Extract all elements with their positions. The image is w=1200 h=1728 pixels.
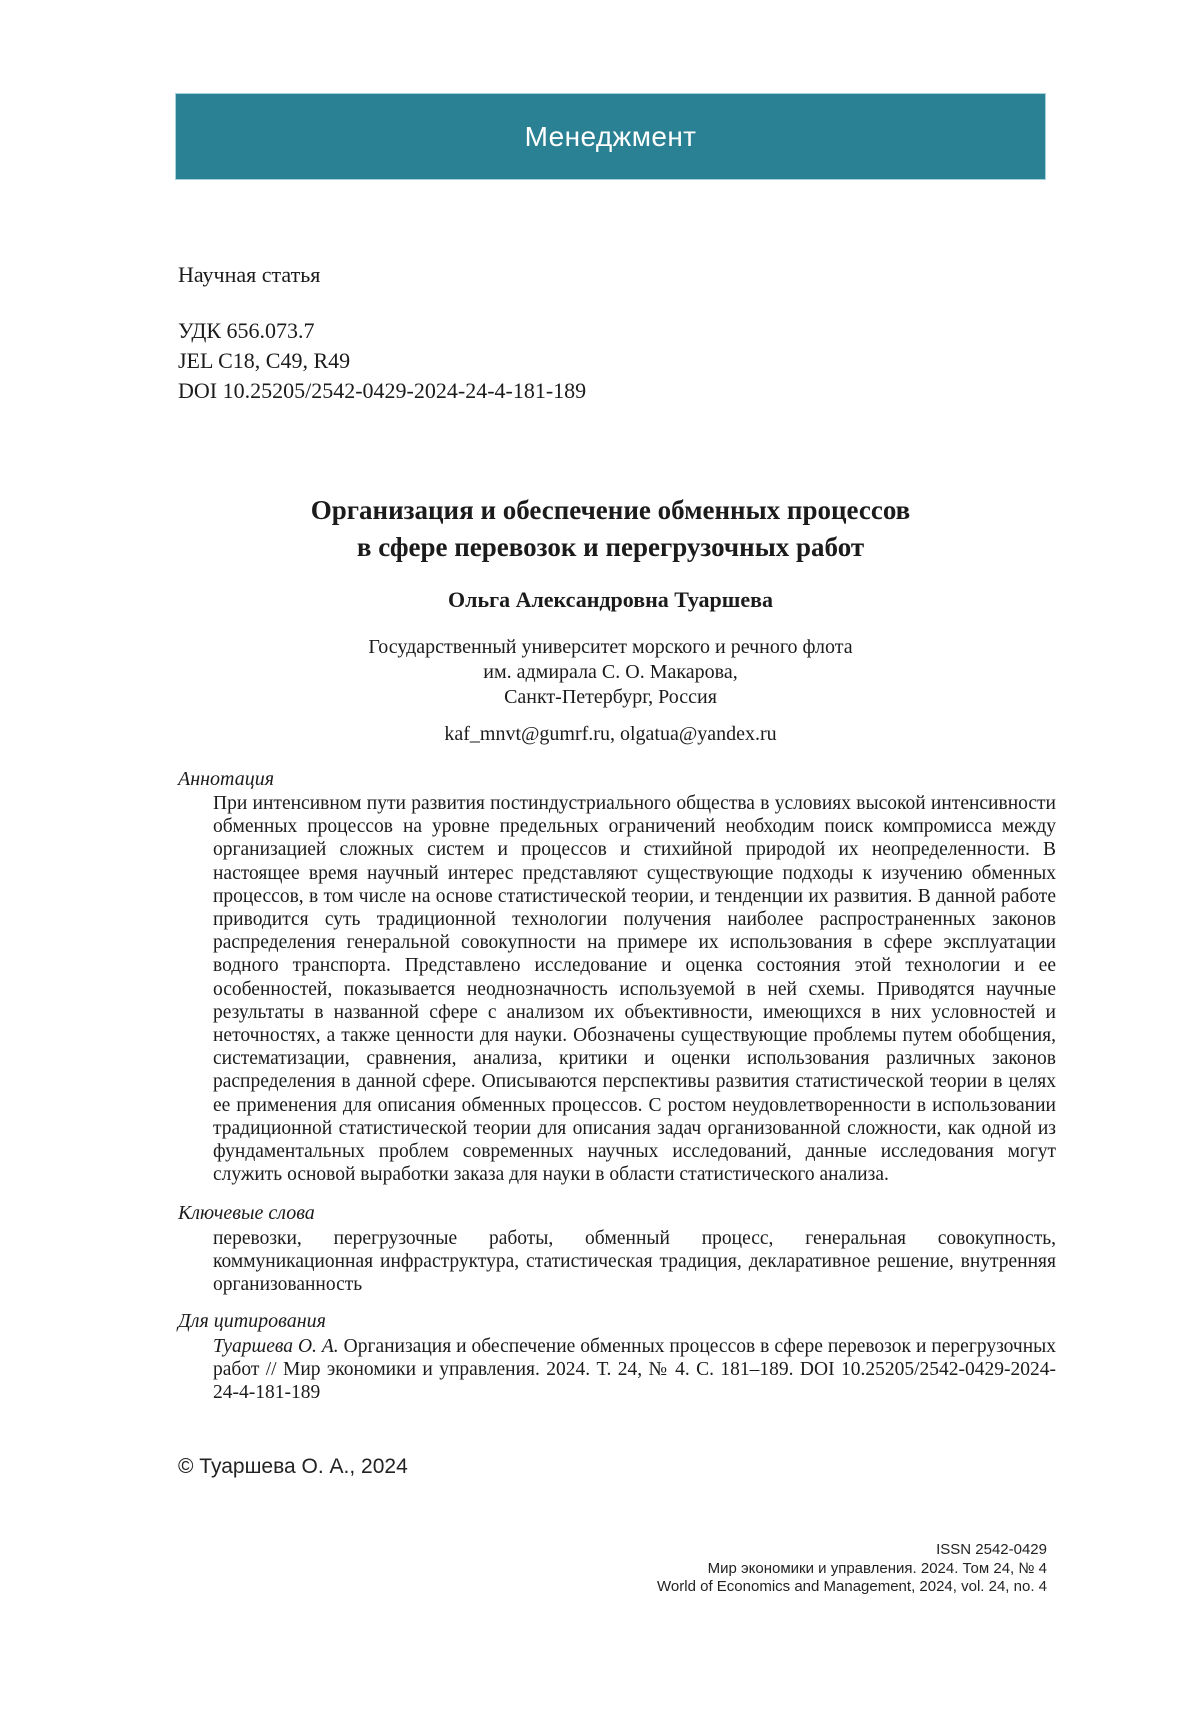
udc-line: УДК 656.073.7: [178, 318, 315, 343]
category-banner-label: Менеджмент: [524, 120, 697, 152]
footer-journal-title-en: World of Economics and Management, 2024, vol. 24, no. 4: [657, 1578, 1047, 1595]
article-title: [175, 492, 1046, 566]
abstract-label: Аннотация: [178, 768, 275, 790]
author-emails: kaf_mnvt@gumrf.ru, olgatua@yandex.ru: [444, 723, 777, 745]
affiliation-line-2: им. адмирала С. О. Макарова,: [483, 661, 738, 683]
jel-line: JEL C18, C49, R49: [178, 348, 351, 373]
keywords-text: перевозки, перегрузочные работы, обменный процесс, генеральная совокупность, коммуникационная инфраструктура, статистическая традиция, декларативное решение, внутренняя организованность: [213, 1228, 1056, 1296]
citation-author-italic: Туаршева О. А.: [213, 1336, 339, 1357]
article-title-line-2: в сфере перевозок и перегрузочных работ: [356, 532, 865, 562]
affiliation-line-3: Санкт-Петербург, Россия: [504, 686, 717, 708]
affiliation: [175, 635, 1046, 710]
page-footer: [400, 1541, 1047, 1597]
author-name: Ольга Александровна Туаршева: [447, 587, 774, 612]
article-type-label: Научная статья: [178, 262, 321, 287]
citation-text: [213, 1335, 1056, 1405]
doi-line: DOI 10.25205/2542-0429-2024-24-4-181-189: [178, 378, 587, 403]
article-title-line-1: Организация и обеспечение обменных процессов: [310, 495, 911, 525]
abstract-text: При интенсивном пути развития постиндустриального общества в условиях высокой интенсивности обменных процессов на уровне предельных ограничений необходим поиск компромисса между организацией сложных систем и процессов и стихийной природой их неопределенности. В настоящее время научный интерес представляют существующие подходы к изучению обменных процессов, в том числе на основе статистической теории, и тенденции их развития. В данной работе приводится суть традиционной технологии получения наиболее распространенных законов распределения генеральной совокупности на примере их использования в сфере эксплуатации водного транспорта. Представлено исследование и оценка состояния этой технологии и ее особенностей, показывается неоднозначность используемой в ней схемы. Приводятся научные результаты в названной сфере с анализом их объективности, имеющихся в них условностей и неточностях, а также ценности для науки. Обозначены существующие проблемы путем обобщения, систематизации, сравнения, анализа, критики и оценки использования различных законов распределения в данной сфере. Описываются перспективы развития статистической теории в целях ее применения для описания обменных процессов. С ростом неудовлетворенности в использовании традиционной статистической теории для описания задач организованной сложности, как одной из фундаментальных проблем современных научных исследований, данные исследования могут служить основой выработки заказа для науки в области статистического анализа.: [213, 793, 1056, 1186]
footer-issn: ISSN 2542-0429: [936, 1541, 1047, 1558]
copyright-line: © Туаршева О. А., 2024: [178, 1455, 408, 1478]
footer-journal-title-ru: Мир экономики и управления. 2024. Том 24, № 4: [707, 1559, 1047, 1577]
category-banner: [175, 93, 1046, 180]
keywords-label: Ключевые слова: [178, 1202, 315, 1224]
citation-label: Для цитирования: [178, 1310, 326, 1332]
citation-body: Организация и обеспечение обменных процессов в сфере перевозок и перегрузочных работ // Мир экономики и управления. 2024. Т. 24, № 4. С. 181–189. DOI 10.25205/2542-0429-2024-24-4-181-189: [213, 1336, 1056, 1404]
article-codes: [178, 316, 586, 406]
affiliation-line-1: Государственный университет морского и речного флота: [368, 636, 853, 658]
